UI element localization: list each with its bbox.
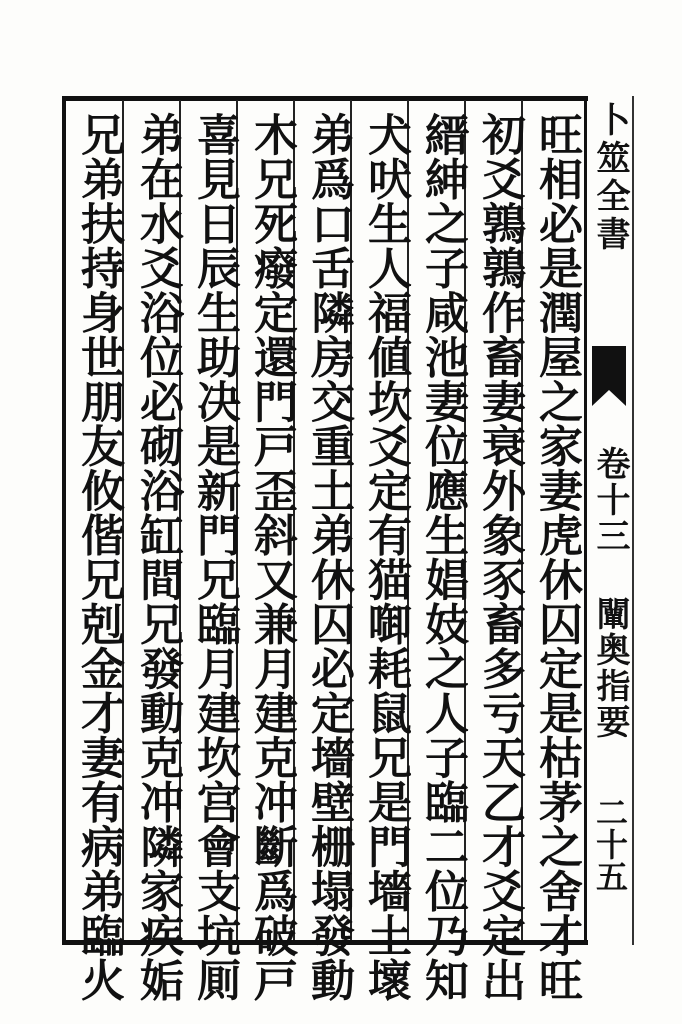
text-column-3: 縉紳之子咸池妻位應生娼妓之人子臨二位乃知	[417, 112, 468, 1002]
book-title: 卜筮全書	[590, 102, 630, 254]
fishtail-mark-icon	[590, 346, 628, 416]
frame-right-border	[584, 96, 587, 945]
text-column-4: 犬吠生人福値坎爻定有猫啣耗鼠兄是門墻土壞	[360, 112, 411, 1002]
text-column-5: 弟爲口舌隣房交重土弟休囚必定墻壁栅塌發動	[303, 112, 354, 1002]
frame-top-border	[62, 96, 588, 101]
chapter-title: 卷十三 闡奥指要	[590, 446, 630, 740]
text-column-6: 木兄死癈定還門戸歪斜又兼月建克冲斷爲破戸	[246, 112, 297, 1002]
page-number: 二十五	[591, 796, 629, 892]
text-column-1: 旺相必是潤屋之家妻虎休囚定是枯茅之舍才旺	[531, 112, 582, 1002]
text-column-2: 初爻鶉鶉作畜妻衰外象豕畜多亏天乙才爻定出	[474, 112, 525, 1002]
frame-left-border	[62, 96, 66, 945]
text-column-8: 弟在水爻浴位必砌浴缸間兄發動克冲隣家疾姤	[132, 112, 183, 1002]
text-column-7: 喜見日辰生助决是新門兄臨月建坎宫會支坑厠	[189, 112, 240, 1002]
text-column-9: 兄弟扶持身世朋友攸偕兄剋金才妻有病弟臨火	[73, 112, 124, 1002]
page-edge-line	[632, 96, 634, 945]
page-margin-strip	[590, 96, 630, 945]
